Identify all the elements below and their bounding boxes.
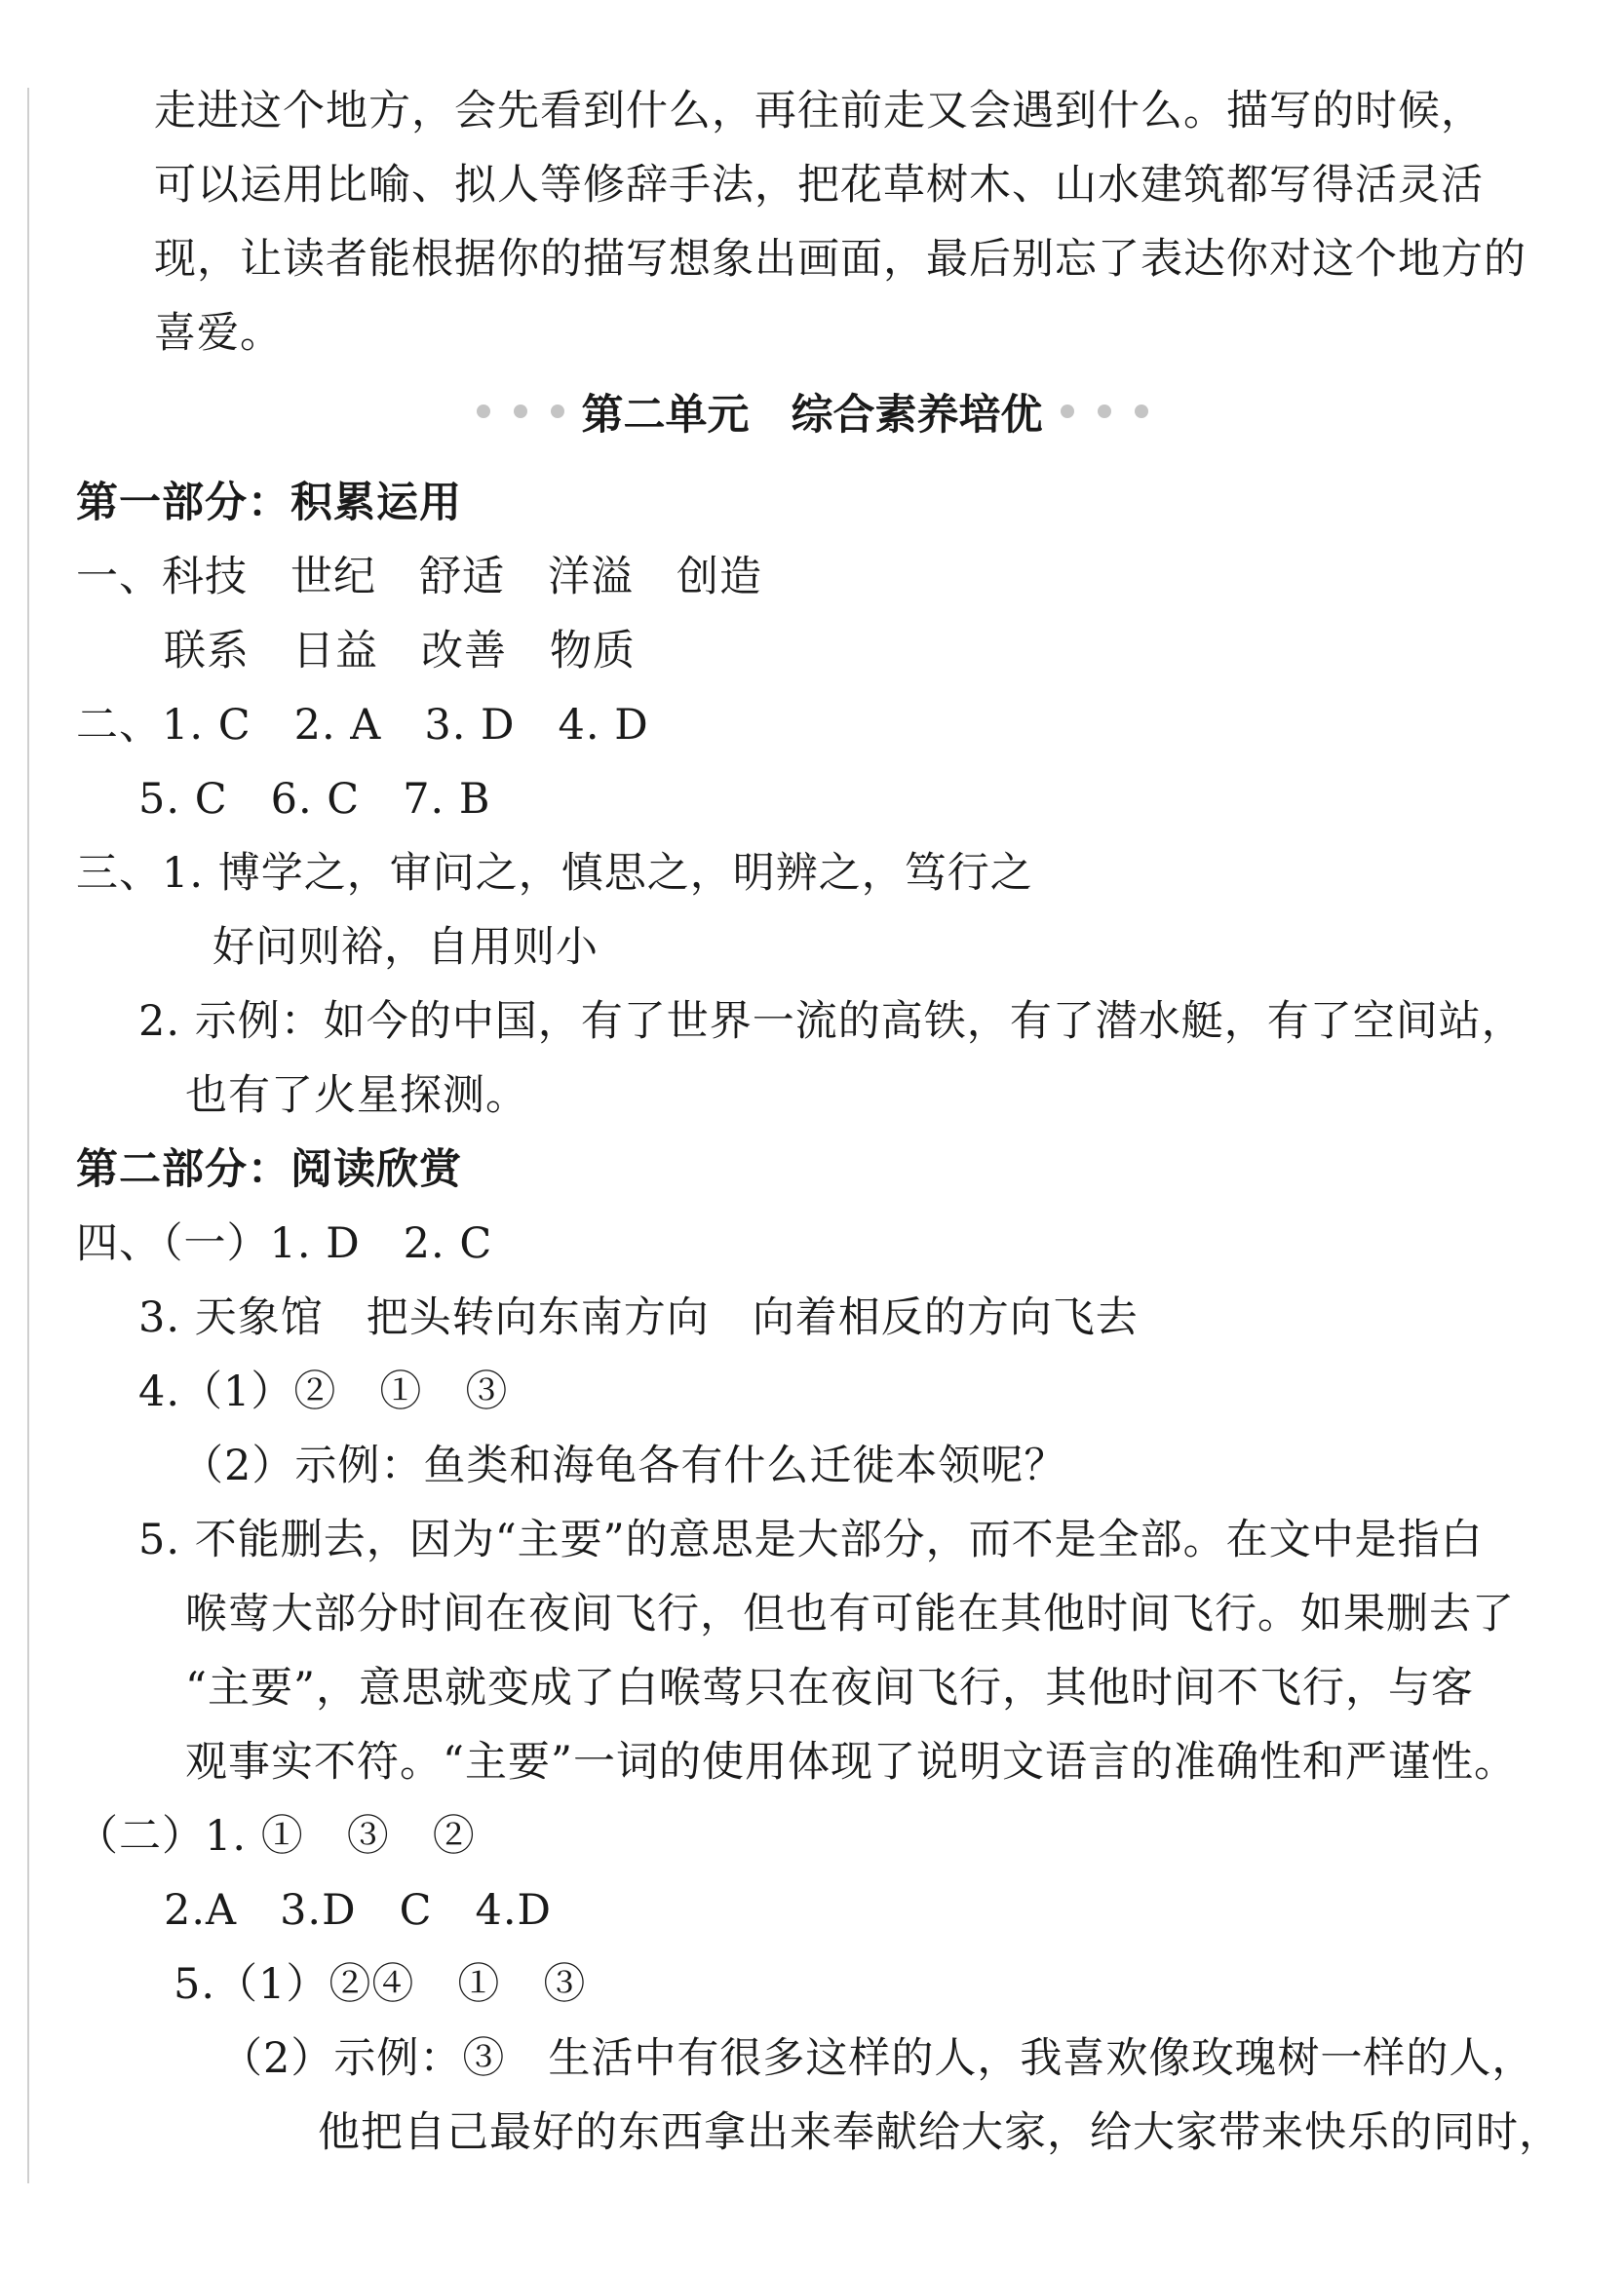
q1-line-1: 一、科技 世纪 舒适 洋溢 创造 <box>76 553 762 601</box>
q4b-line-3: 5.（1）②④ ① ③ <box>174 1960 587 2009</box>
q4-line-5: 5. 不能删去，因为“主要”的意思是大部分，而不是全部。在文中是指白 <box>138 1516 1484 1564</box>
q3-line-4: 也有了火星探测。 <box>185 1071 528 1120</box>
paragraph-line-4: 喜爱。 <box>154 309 283 358</box>
q2-line-2: 5. C 6. C 7. B <box>138 775 491 824</box>
section-title <box>0 382 1624 441</box>
part-two-heading: 第二部分：阅读欣赏 <box>76 1145 462 1194</box>
q3-line-2: 好问则裕，自用则小 <box>213 923 599 972</box>
dot-icon <box>1061 405 1074 418</box>
paragraph-line-3: 现，让读者能根据你的描写想象出画面，最后别忘了表达你对这个地方的 <box>154 235 1527 284</box>
title-dots-right <box>1061 405 1148 418</box>
section-title-text: 第二单元 综合素养培优 <box>581 390 1043 440</box>
dot-icon <box>514 405 527 418</box>
dot-icon <box>551 405 564 418</box>
q4-line-7: “主要”，意思就变成了白喉莺只在夜间飞行，其他时间不飞行，与客 <box>185 1664 1474 1713</box>
q4-line-1: 四、（一）1. D 2. C <box>76 1219 493 1268</box>
paragraph-line-1: 走进这个地方，会先看到什么，再往前走又会遇到什么。描写的时候， <box>154 87 1484 135</box>
q3-line-1: 三、1. 博学之，审问之，慎思之，明辨之，笃行之 <box>76 849 1033 898</box>
dot-icon <box>1098 405 1111 418</box>
q4b-line-4: （2）示例：③ 生活中有很多这样的人，我喜欢像玫瑰树一样的人， <box>220 2034 1535 2083</box>
q4-line-3: 4.（1）② ① ③ <box>138 1368 509 1416</box>
q4-line-8: 观事实不符。“主要”一词的使用体现了说明文语言的准确性和严谨性。 <box>185 1738 1517 1787</box>
paragraph-line-2: 可以运用比喻、拟人等修辞手法，把花草树木、山水建筑都写得活灵活 <box>154 161 1484 210</box>
dot-icon <box>1135 405 1148 418</box>
q4b-line-5: 他把自己最好的东西拿出来奉献给大家，给大家带来快乐的同时， <box>318 2108 1562 2157</box>
dot-icon <box>477 405 490 418</box>
q4-line-4: （2）示例：鱼类和海龟各有什么迁徙本领呢？ <box>181 1442 1067 1490</box>
q3-line-3: 2. 示例：如今的中国，有了世界一流的高铁，有了潜水艇，有了空间站， <box>138 997 1525 1046</box>
q4b-line-1: （二）1. ① ③ ② <box>76 1812 476 1861</box>
q1-line-2: 联系 日益 改善 物质 <box>164 627 636 675</box>
title-dots-left <box>477 405 564 418</box>
q4-line-6: 喉莺大部分时间在夜间飞行，但也有可能在其他时间飞行。如果删去了 <box>185 1590 1515 1638</box>
q4b-line-2: 2.A 3.D C 4.D <box>164 1886 552 1935</box>
q4-line-2: 3. 天象馆 把头转向东南方向 向着相反的方向飞去 <box>138 1293 1139 1342</box>
part-one-heading: 第一部分：积累运用 <box>76 479 462 527</box>
q2-line-1: 二、1. C 2. A 3. D 4. D <box>76 701 649 750</box>
